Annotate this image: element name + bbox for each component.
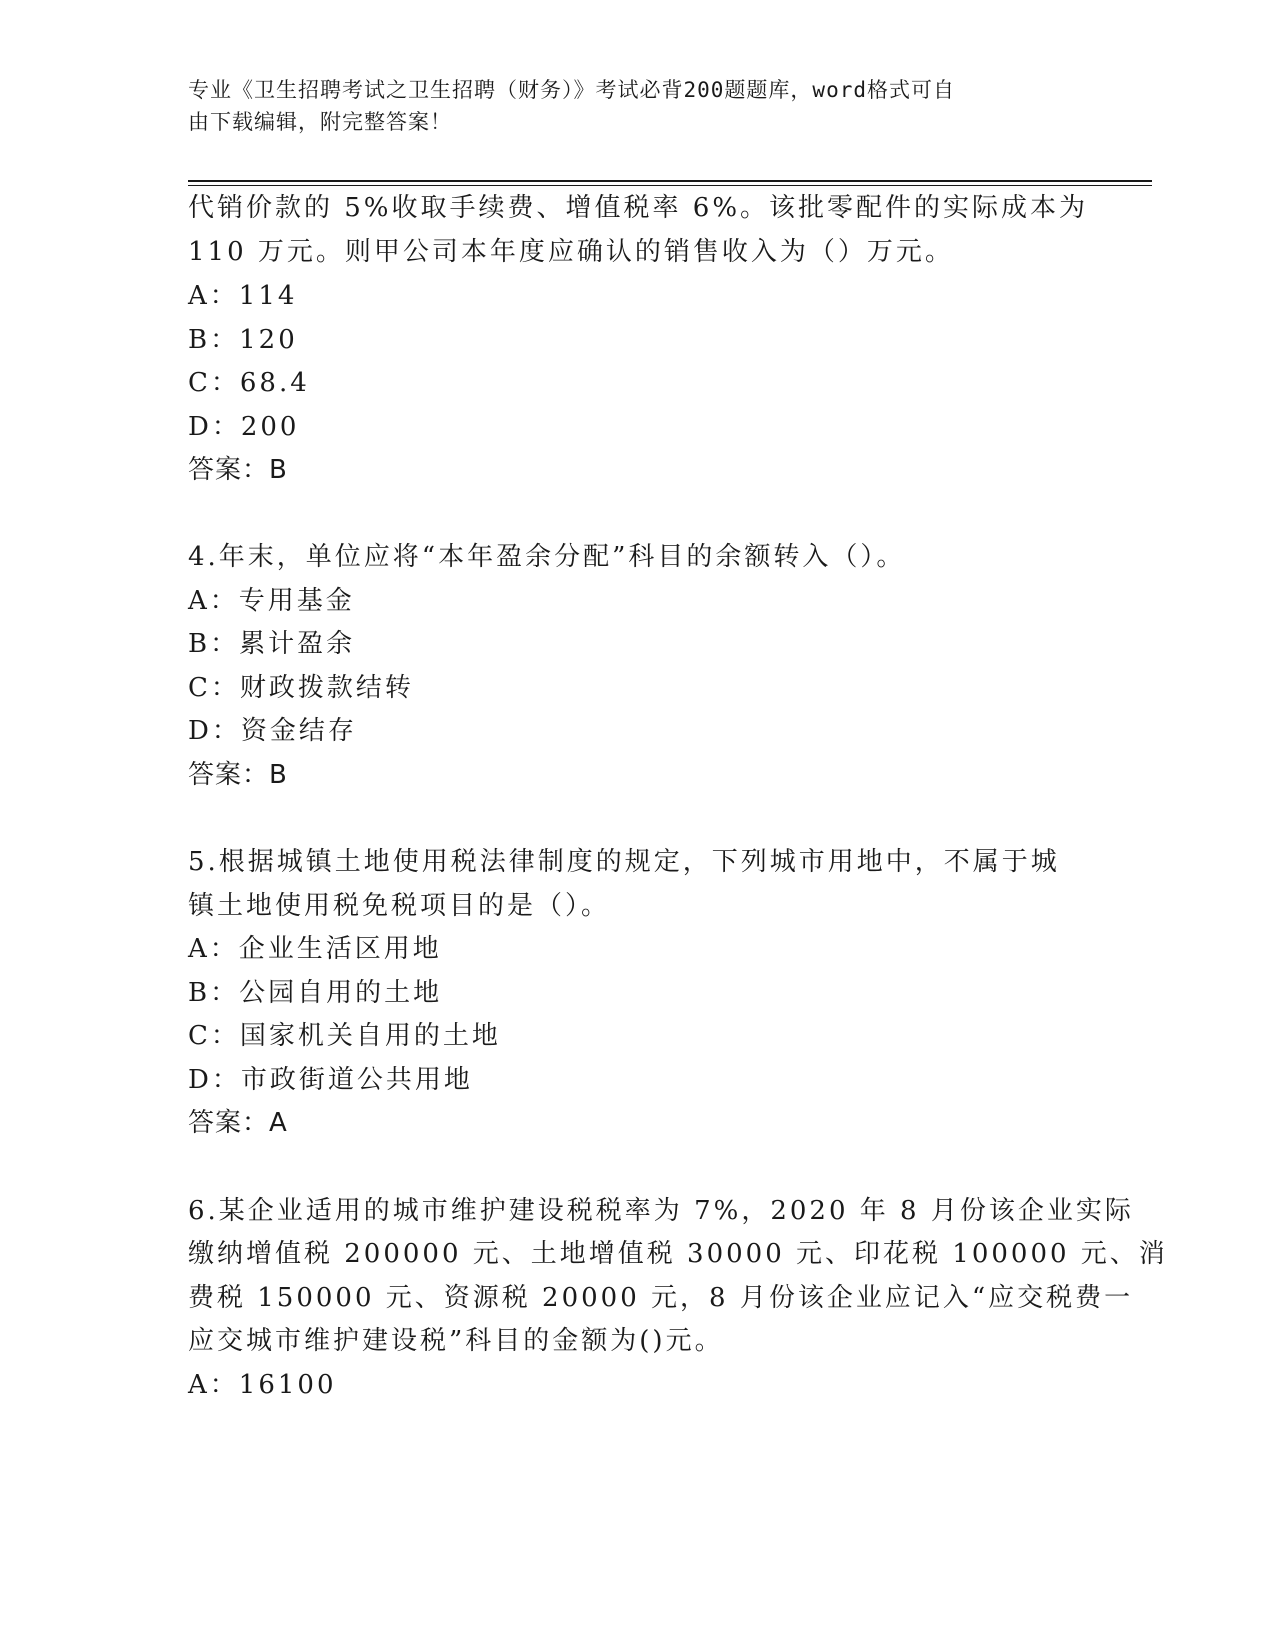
question-3-answer: 答案：B xyxy=(188,455,288,485)
question-5-text-line-1: 5.根据城镇土地使用税法律制度的规定，下列城市用地中，不属于城 xyxy=(188,847,1060,877)
question-5-option-d: D：市政街道公共用地 xyxy=(188,1065,473,1095)
question-5-text-line-2: 镇土地使用税免税项目的是（）。 xyxy=(188,891,611,921)
header-line-2: 由下载编辑，附完整答案！ xyxy=(188,110,452,134)
question-6-text-line-1: 6.某企业适用的城市维护建设税税率为 7%，2020 年 8 月份该企业实际 xyxy=(188,1196,1134,1226)
question-3-option-b: B：120 xyxy=(188,325,298,355)
question-4-option-c: C：财政拨款结转 xyxy=(188,673,414,703)
question-3-option-d: D：200 xyxy=(188,412,300,442)
question-3-text-line-1: 代销价款的 5%收取手续费、增值税率 6%。该批零配件的实际成本为 xyxy=(188,193,1089,223)
document-header xyxy=(188,74,1068,138)
question-5-option-c: C：国家机关自用的土地 xyxy=(188,1021,501,1051)
header-rule-thick xyxy=(188,180,1152,182)
header-rule-thin xyxy=(188,185,1152,186)
question-3-option-c: C：68.4 xyxy=(188,368,310,398)
header-line-1: 专业《卫生招聘考试之卫生招聘（财务）》考试必背200题题库，word格式可自 xyxy=(188,78,955,102)
question-4-option-d: D：资金结存 xyxy=(188,716,357,746)
question-5-option-a: A：企业生活区用地 xyxy=(188,934,442,964)
question-4-answer: 答案：B xyxy=(188,760,288,790)
question-3-text-line-2: 110 万元。则甲公司本年度应确认的销售收入为（）万元。 xyxy=(188,237,954,267)
question-5-answer: 答案：A xyxy=(188,1108,288,1138)
question-6-text-line-4: 应交城市维护建设税”科目的金额为()元。 xyxy=(188,1326,724,1356)
question-6-text-line-3: 费税 150000 元、资源税 20000 元，8 月份该企业应记入“应交税费一 xyxy=(188,1283,1134,1313)
question-4-option-b: B：累计盈余 xyxy=(188,629,356,659)
question-6-text-line-2: 缴纳增值税 200000 元、土地增值税 30000 元、印花税 100000 元、消 xyxy=(188,1239,1168,1269)
question-5-option-b: B：公园自用的土地 xyxy=(188,978,443,1008)
question-3-option-a: A：114 xyxy=(188,281,298,311)
question-4-text-line-1: 4.年末，单位应将“本年盈余分配”科目的余额转入（）。 xyxy=(188,542,906,572)
question-6-option-a: A：16100 xyxy=(188,1370,337,1400)
question-4-option-a: A：专用基金 xyxy=(188,586,355,616)
